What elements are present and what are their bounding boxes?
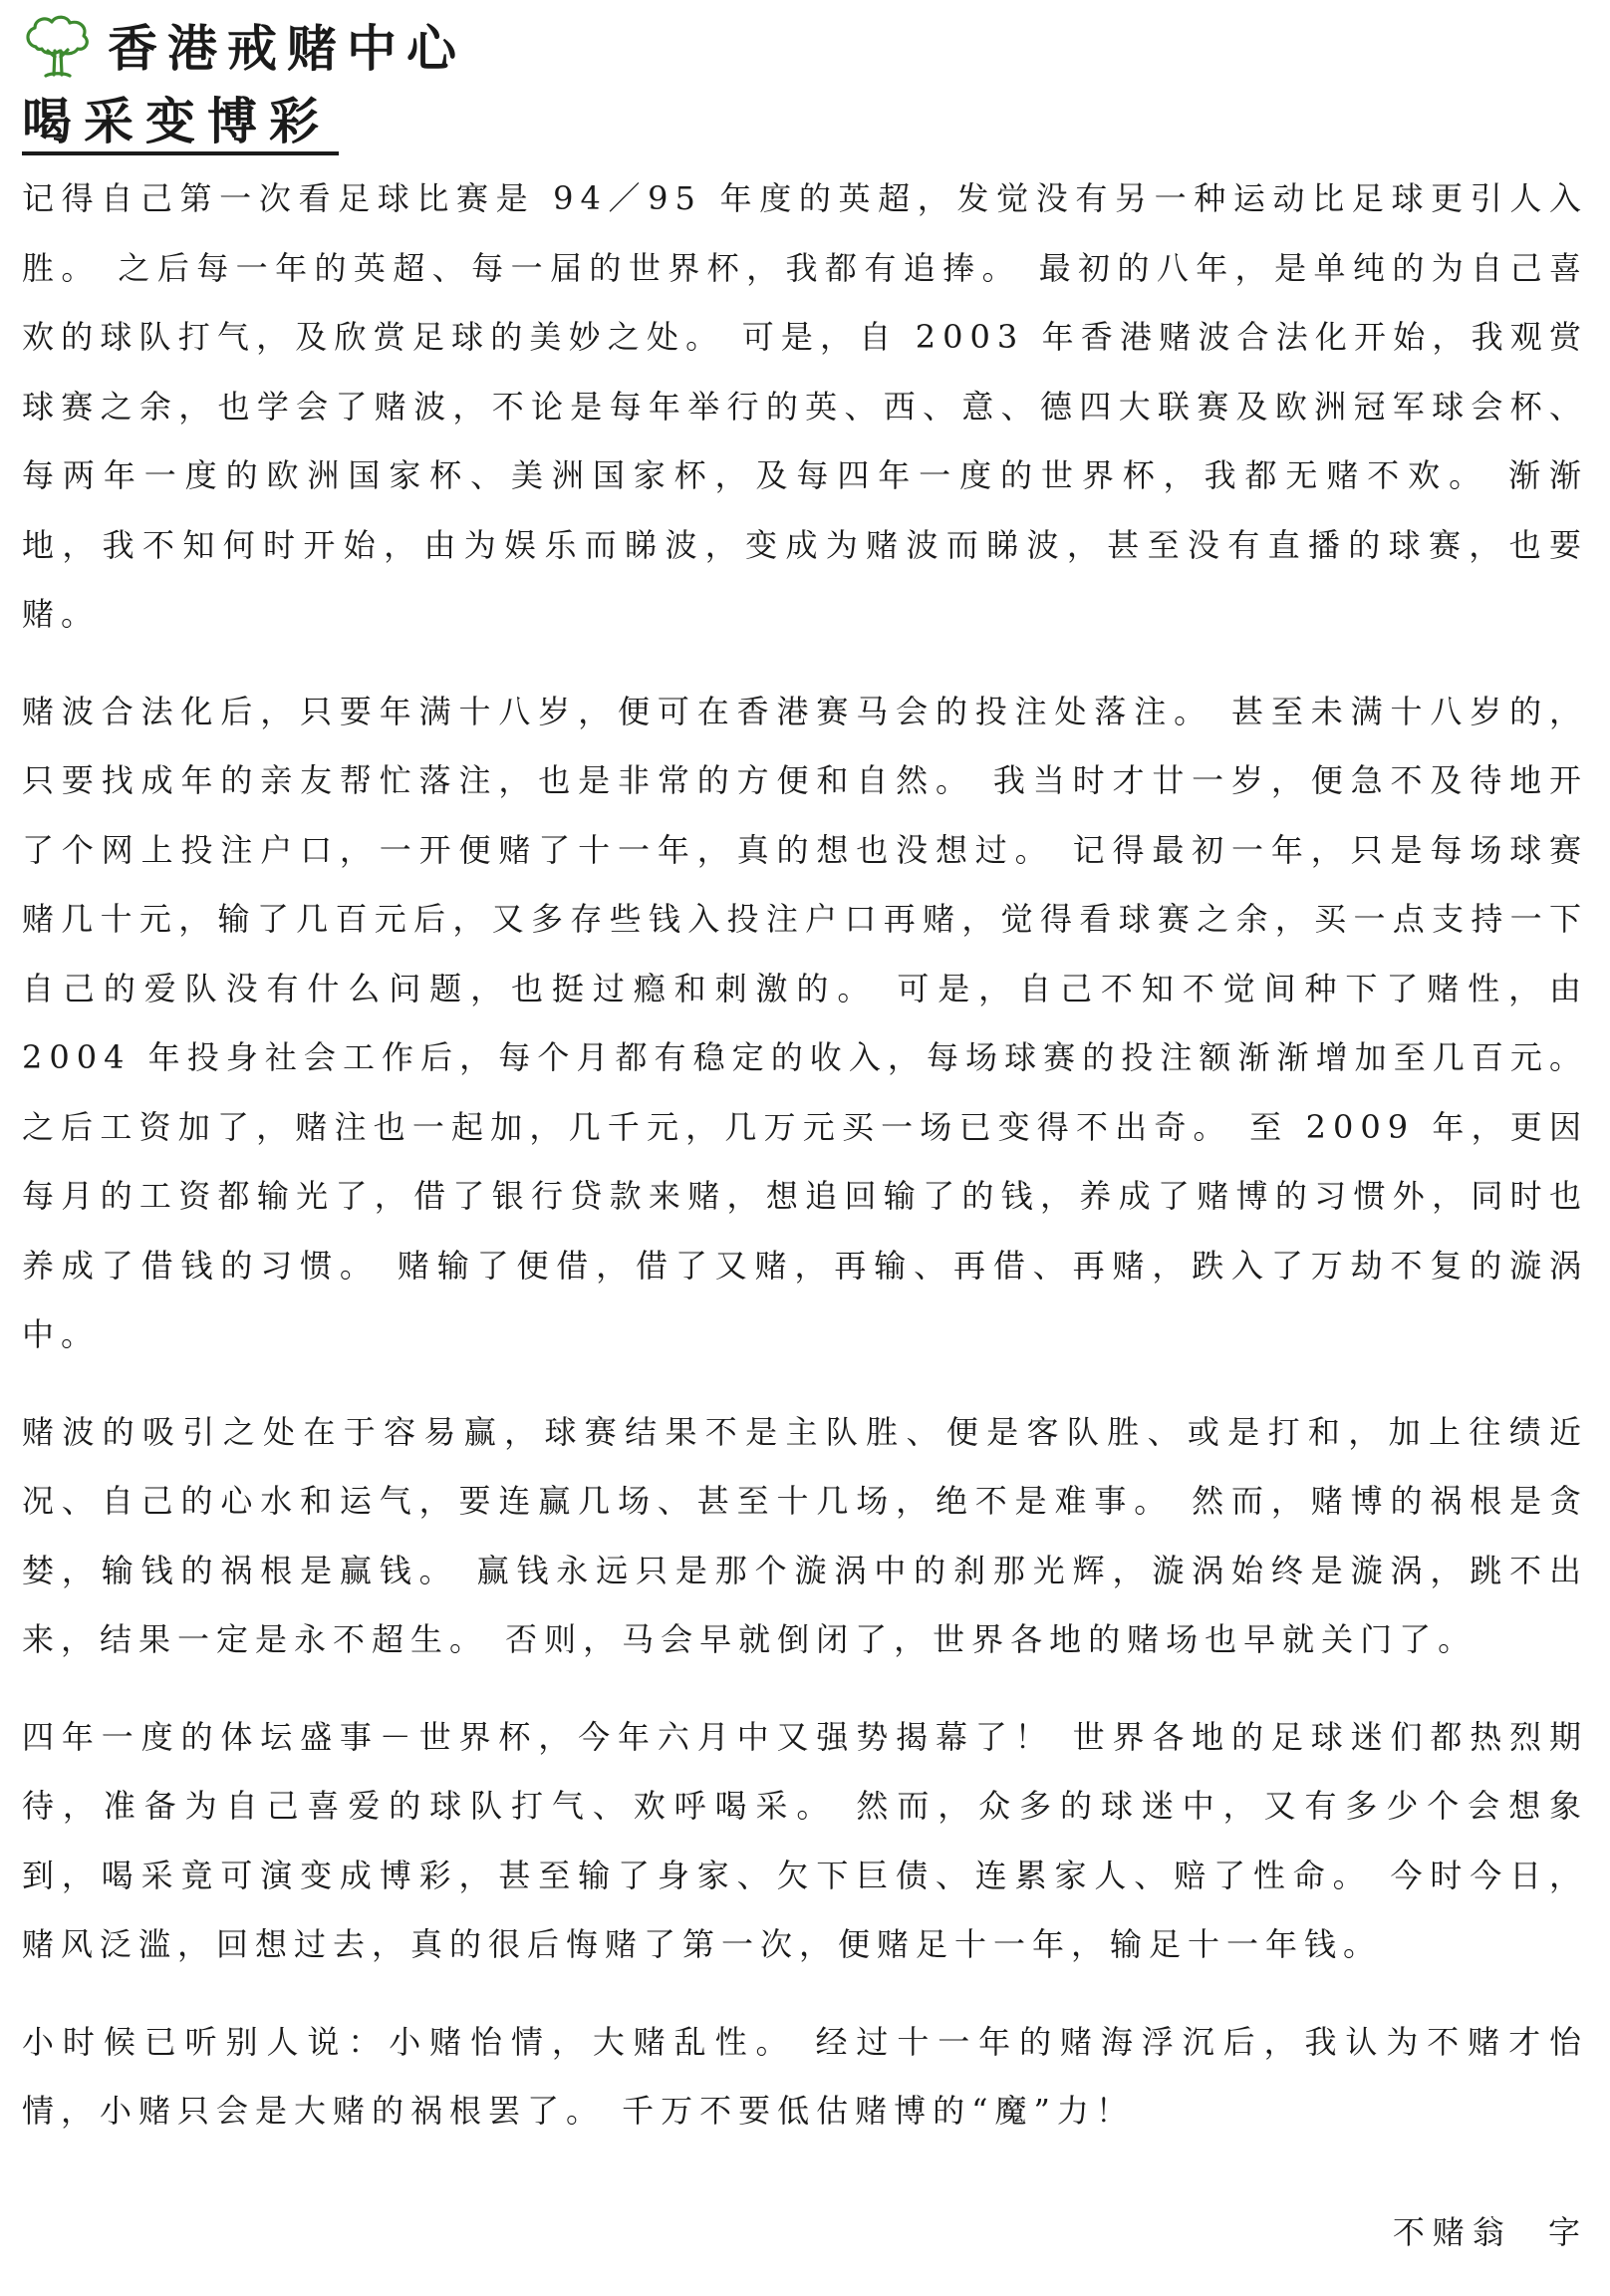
tree-icon [22, 13, 94, 85]
paragraph: 赌波的吸引之处在于容易赢，球赛结果不是主队胜、便是客队胜、或是打和，加上往绩近况、自己的心水和运气，要连赢几场、甚至十几场，绝不是难事。 然而，赌博的祸根是贪婪，输钱的祸根是赢钱。 赢钱永远只是那个漩涡中的刹那光辉，漩涡始终是漩涡，跳不出来，结果一定是永不超生。 否则，马会早就倒闭了，世界各地的赌场也早就关门了。 [22, 1412, 1588, 1658]
paragraph: 四年一度的体坛盛事－世界杯，今年六月中又强势揭幕了！ 世界各地的足球迷们都热烈期待，准备为自己喜爱的球队打气、欢呼喝采。 然而，众多的球迷中，又有多少个会想象到，喝采竟可演变成博彩，甚至输了身家、欠下巨债、连累家人、赔了性命。 今时今日，赌风泛滥，回想过去，真的很后悔赌了第一次，便赌足十一年，输足十一年钱。 [22, 1717, 1588, 1963]
paragraph-gap [22, 1370, 1588, 1398]
paragraph-gap [22, 650, 1588, 678]
paragraph-gap [22, 1675, 1588, 1703]
organization-name: 香港戒赌中心 [108, 19, 466, 78]
paragraph: 小时候已听别人说：小赌怡情，大赌乱性。 经过十一年的赌海浮沉后，我认为不赌才怡情，小赌只会是大赌的祸根罢了。 千万不要低估赌博的“魔”力！ [22, 2022, 1588, 2130]
paragraph: 记得自己第一次看足球比赛是 94／95 年度的英超，发觉没有另一种运动比足球更引人入胜。 之后每一年的英超、每一届的世界杯，我都有追捧。 最初的八年，是单纯的为自己喜欢的球队打气，及欣赏足球的美妙之处。 可是，自 2003 年香港赌波合法化开始，我观赏球赛之余，也学会了赌波，不论是每年举行的英、西、意、德四大联赛及欧洲冠军球会杯、每两年一度的欧洲国家杯、美洲国家杯，及每四年一度的世界杯，我都无赌不欢。 渐渐地，我不知何时开始，由为娱乐而睇波，变成为赌波而睇波，甚至没有直播的球赛，也要赌。 [22, 179, 1588, 633]
author-signature: 不赌翁 字 [1392, 2213, 1588, 2251]
paragraph-gap [22, 1980, 1588, 2008]
paragraph: 赌波合法化后，只要年满十八岁，便可在香港赛马会的投注处落注。 甚至未满十八岁的，只要找成年的亲友帮忙落注，也是非常的方便和自然。 我当时才廿一岁，便急不及待地开了个网上投注户口，一开便赌了十一年，真的想也没想过。 记得最初一年，只是每场球赛赌几十元，输了几百元后，又多存些钱入投注户口再赌，觉得看球赛之余，买一点支持一下自己的爱队没有什么问题，也挺过瘾和刺激的。 可是，自己不知不觉间种下了赌性，由 2004 年投身社会工作后，每个月都有稳定的收入，每场球赛的投注额渐渐增加至几百元。 之后工资加了，赌注也一起加，几千元，几万元买一场已变得不出奇。 至 2009 年，更因每月的工资都输光了，借了银行贷款来赌，想追回输了的钱，养成了赌博的习惯外，同时也养成了借钱的习惯。 赌输了便借，借了又赌，再输、再借、再赌，跌入了万劫不复的漩涡中。 [22, 692, 1588, 1353]
article-body [22, 164, 1588, 2147]
letterhead [22, 14, 466, 84]
article-title: 喝采变博彩 [22, 92, 339, 155]
